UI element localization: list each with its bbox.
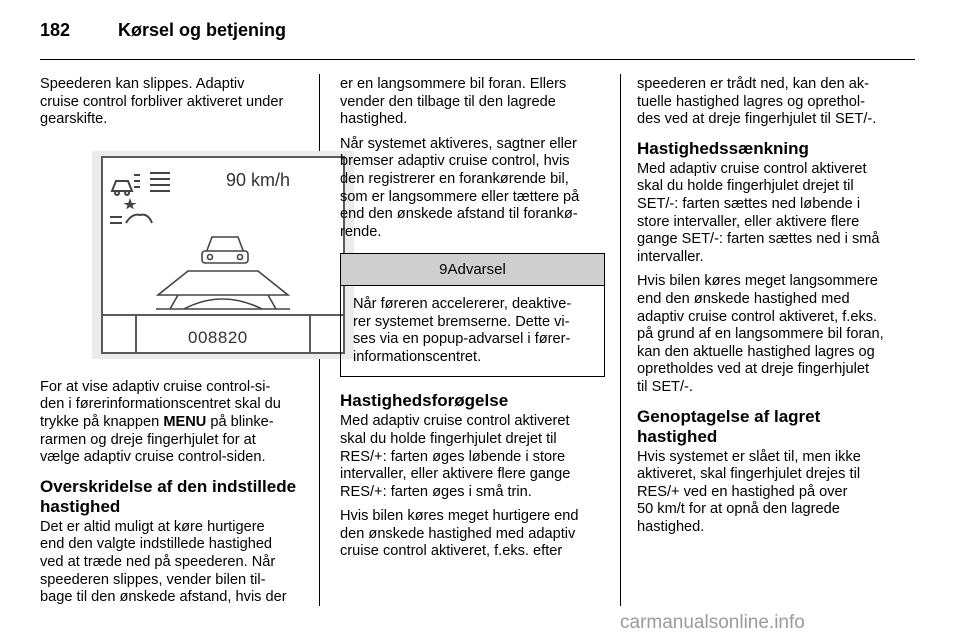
page-number: 182 — [40, 20, 71, 40]
paragraph-1: speederen er trådt ned, kan den ak- tuelle hastighed lagres og oprethol- des ved at dreje fingerhjulet til SET/-. — [637, 76, 877, 128]
intro-paragraph: Speederen kan slippes. Adaptiv cruise control forbliver aktiveret under gearskifte. — [40, 76, 284, 128]
speed-readout: 90 km/h — [226, 169, 291, 190]
paragraph-2: Med adaptiv cruise control aktiveret skal du holde fingerhjulet drejet til SET/-: farten sættes ned løbende i store intervaller, eller aktivere flere gange SET/-: farten sættes ned i små intervaller. — [637, 160, 880, 265]
paragraph-1: er en langsommere bil foran. Ellers vender den tilbage til den lagrede hastighed. — [340, 76, 567, 128]
paragraph-4: Hvis systemet er slået til, men ikke aktiveret, skal fingerhjulet drejes til RES/+ ved en hastighed på over 50 km/t for at opnå den lagrede hastighed. — [637, 448, 861, 535]
odometer-readout: 008820 — [188, 327, 248, 347]
watermark: carmanualsonline.info — [620, 612, 805, 633]
section-heading-speed-decrease: Hastighedssænkning — [637, 138, 809, 158]
warning-text: Når føreren accelererer, deaktive- rer systemet bremserne. Dette vi- ses via en popup-advarsel i fører- informationscentret. — [353, 295, 572, 365]
paragraph-3: Med adaptiv cruise control aktiveret skal du holde fingerhjulet drejet til RES/+: farten øges løbende i store intervaller, eller aktivere flere gange RES/+: farten øges i små trin. — [340, 413, 571, 500]
paragraph-3: Hvis bilen køres meget langsommere end den ønskede hastighed med adaptiv cruise control aktiveret, f.eks. på grund af en langsommere bil foran, kan den aktuelle hastighed lagres og opretholdes ved at dreje fingerhjulet til SET/-. — [637, 273, 884, 395]
section-heading-resume: Genoptagelse af lagret hastighed — [637, 406, 821, 446]
header-rule — [40, 59, 915, 60]
warning-header — [341, 254, 604, 286]
warning-icon: 9 — [439, 261, 448, 279]
column-2 — [340, 76, 605, 568]
column-1 — [40, 76, 310, 614]
menu-text-after: på blinke- rarmen og dreje fingerhjulet for at vælge adaptiv cruise control-siden. — [40, 413, 274, 466]
paragraph-2: Når systemet aktiveres, sagtner eller bremser adaptiv cruise control, hvis den registrerer en forankørende bil, som er langsommere eller tættere på end den ønskede afstand til forankø- rende. — [340, 135, 580, 240]
warning-title: Advarsel — [447, 261, 506, 279]
section-heading-speed-increase: Hastighedsforøgelse — [340, 391, 509, 411]
paragraph-4: Hvis bilen køres meget hurtigere end den ønskede hastighed med adaptiv cruise control aktiveret, f.eks. efter — [340, 508, 579, 560]
chapter-title: Kørsel og betjening — [118, 20, 287, 40]
warning-box — [340, 253, 605, 377]
menu-text-before: For at vise adaptiv cruise control-si- den i førerinformationscentret skal du trykke på knappen — [40, 378, 281, 430]
instrument-display-figure — [92, 151, 354, 359]
column-3 — [637, 76, 912, 543]
override-paragraph: Det er altid muligt at køre hurtigere end den valgte indstillede hastighed ved at træde ned på speederen. Når speederen slippes, vender bilen til- bage til den ønskede afstand, hvis der — [40, 518, 287, 606]
menu-key: MENU — [163, 413, 207, 430]
menu-paragraph — [40, 379, 310, 467]
section-heading-override: Overskridelse af den indstillede hastighed — [40, 476, 297, 516]
column-divider-2 — [620, 74, 621, 606]
page-header — [0, 0, 960, 62]
